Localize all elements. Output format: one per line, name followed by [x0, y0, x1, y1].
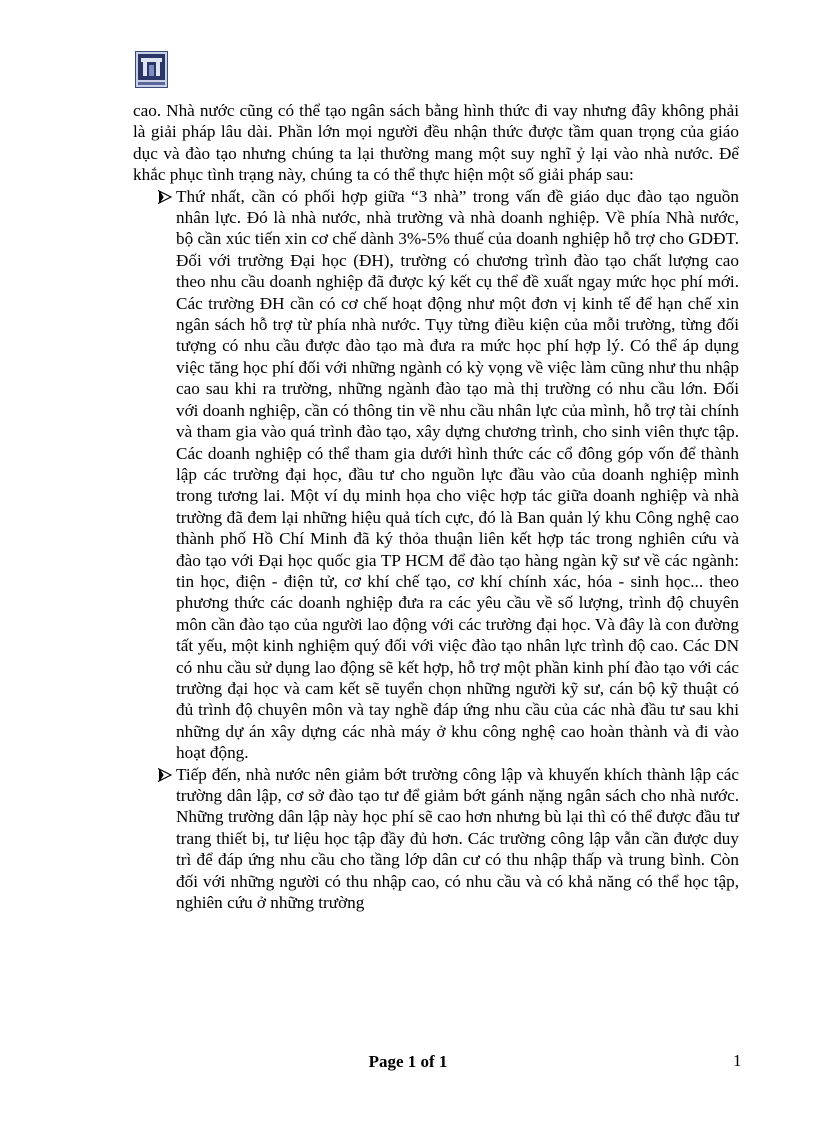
- list-item-text: Thứ nhất, cần có phối hợp giữa “3 nhà” trong vấn đề giáo dục đào tạo nguồn nhân lực. Đó là nhà nước, nhà trường và nhà doanh nghiệp. Về phía Nhà nước, bộ cần xúc tiến xin cơ chế dành 3%-5% thuế của doanh nghiệp hỗ trợ cho GDĐT. Đối với trường Đại học (ĐH), trường có chương trình đào tạo chất lượng cao theo nhu cầu doanh nghiệp đã được ký kết cụ thể đề xuất ngay mức học phí mới. Các trường ĐH cần có cơ chế hoạt động như một đơn vị kinh tế để hạn chế xin ngân sách hỗ trợ từ phía nhà nước. Tụy từng điều kiện của mỗi trường, từng đối tượng có nhu cầu được đào tạo mà đưa ra mức học phí hợp lý. Có thể áp dụng việc tăng học phí đối với những ngành có kỳ vọng về việc làm cũng như thu nhập cao sau khi ra trường, những ngành đào tạo mà thị trường có nhu cầu lớn. Đối với doanh nghiệp, cần có thông tin về nhu cầu nhân lực của mình, hỗ trợ tài chính và tham gia vào quá trình đào tạo, xây dựng chương trình, cho sinh viên thực tập. Các doanh nghiệp có thể tham gia dưới hình thức các cổ đông góp vốn để thành lập các trường đại học, đầu tư cho nguồn lực đầu vào của doanh nghiệp mình trong tương lai. Một ví dụ minh họa cho việc hợp tác giữa doanh nghiệp và nhà trường đã đem lại những hiệu quả tích cực, đó là Ban quản lý khu Công nghệ cao thành phố Hồ Chí Minh đã ký thỏa thuận liên kết hợp tác trong nghiên cứu và đào tạo với Đại học quốc gia TP HCM để đào tạo hàng ngàn kỹ sư về các ngành: tin học, điện - điện tử, cơ khí chế tạo, cơ khí chính xác, hóa - sinh học... theo phương thức các doanh nghiệp đưa ra các yêu cầu về số lượng, trình độ chuyên môn cần đào tạo của người lao động với các trường đại học. Và đây là con đường tất yếu, một kinh nghiệm quý đối với việc đào tạo nhân lực trình độ cao. Các DN có nhu cầu sử dụng lao động sẽ kết hợp, hỗ trợ một phần kinh phí đào tạo với các trường đại học và cam kết sẽ tuyển chọn những người kỹ sư, cán bộ kỹ thuật có đủ trình độ chuyên môn và tay nghề đáp ứng nhu cầu của các nhà đầu tư sau khi những dự án xây dựng các nhà máy ở khu công nghệ cao hoàn thành và đi vào hoạt động.: [176, 186, 739, 763]
- list-item: [133, 186, 739, 764]
- page-footer-label: Page 1 of 1: [368, 1052, 448, 1071]
- intro-paragraph: cao. Nhà nước cũng có thể tạo ngân sách bằng hình thức đi vay nhưng đây không phải là giải pháp lâu dài. Phần lớn mọi người đều nhận thức được tầm quan trọng của giáo dục và đào tạo nhưng chúng ta lại thường mang một suy nghĩ ỷ lại vào nhà nước. Để khắc phục tình trạng này, chúng ta có thể thực hiện một số giải pháp sau:: [133, 101, 739, 185]
- solution-list: [133, 186, 739, 914]
- list-item-text: Tiếp đến, nhà nước nên giảm bớt trường công lập và khuyến khích thành lập các trường dân lập, cơ sở đào tạo tư để giảm bớt gánh nặng ngân sách cho nhà nước. Những trường dân lập này học phí sẽ cao hơn nhưng bù lại thì có thể được đầu tư trang thiết bị, tư liệu học tập đầy đủ hơn. Các trường công lập vẫn cần được duy trì để đáp ứng nhu cầu cho tầng lớp dân cư có thu nhập thấp và trung bình. Còn đối với những người có thu nhập cao, có nhu cầu và có khả năng có thể học tập, nghiên cứu ở những trường: [176, 764, 739, 913]
- page-number: 1: [733, 1051, 742, 1070]
- list-item: [133, 764, 739, 914]
- document-logo: [135, 51, 168, 88]
- arrowhead-bullet-icon: [158, 190, 172, 204]
- document-body: [133, 100, 739, 913]
- arrowhead-bullet-icon: [158, 768, 172, 782]
